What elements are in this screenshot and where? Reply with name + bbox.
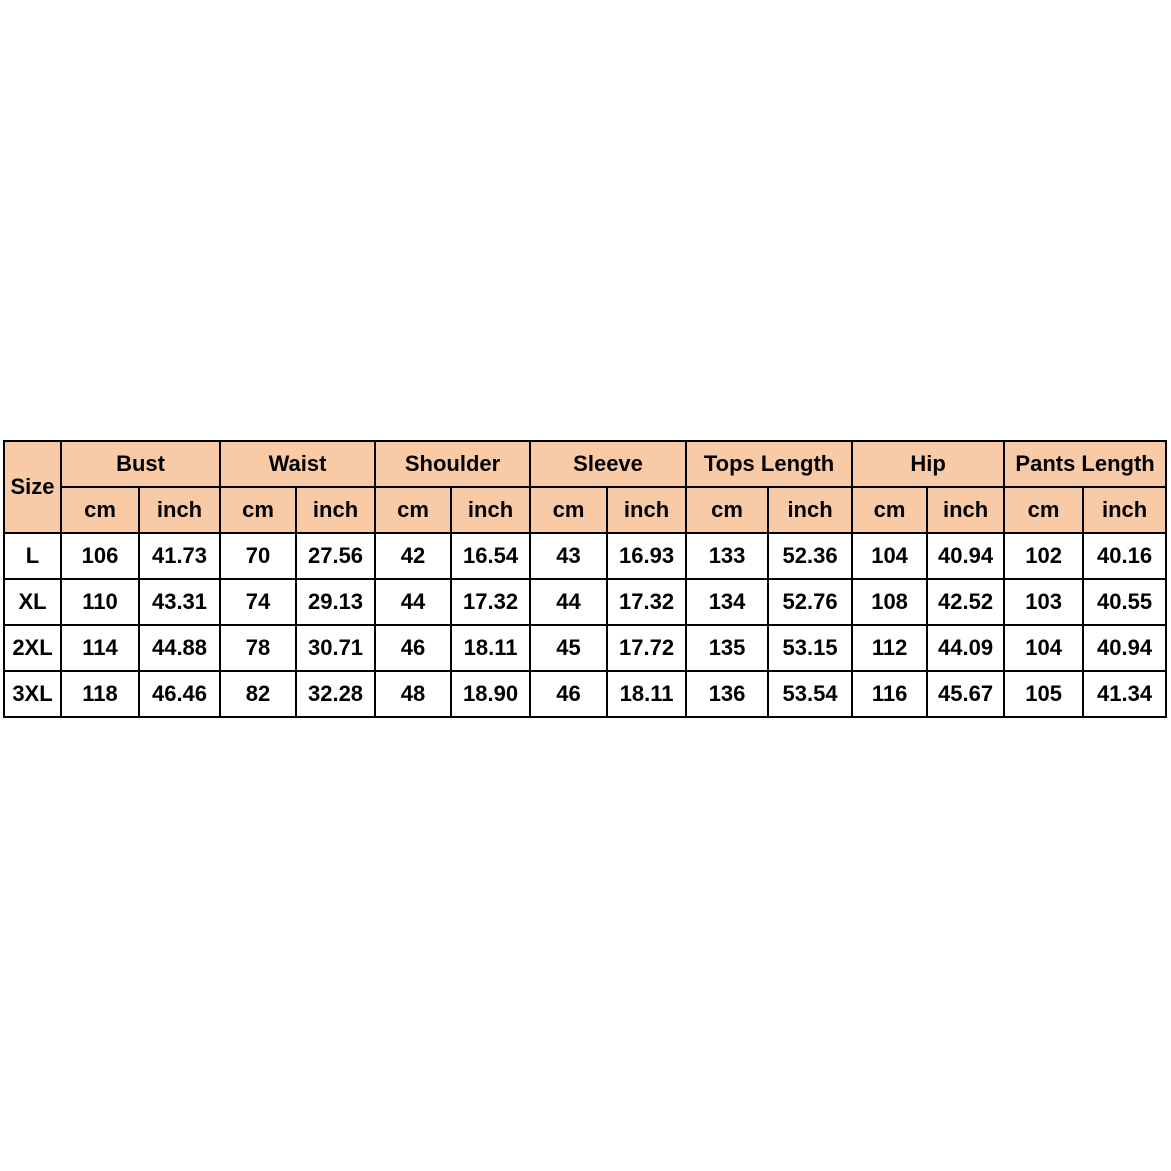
- value-cell: 53.54: [768, 671, 852, 717]
- value-cell: 118: [61, 671, 139, 717]
- value-cell: 40.94: [1083, 625, 1166, 671]
- value-cell: 44: [375, 579, 451, 625]
- value-cell: 108: [852, 579, 927, 625]
- size-cell: 3XL: [4, 671, 61, 717]
- unit-header-cm: cm: [61, 487, 139, 533]
- size-rows: [4, 533, 1166, 717]
- table-row: [4, 579, 1166, 625]
- value-cell: 42.52: [927, 579, 1004, 625]
- value-cell: 78: [220, 625, 296, 671]
- value-cell: 110: [61, 579, 139, 625]
- value-cell: 46.46: [139, 671, 220, 717]
- table-row: [4, 671, 1166, 717]
- size-cell: L: [4, 533, 61, 579]
- unit-header-cm: cm: [375, 487, 451, 533]
- measurement-header-shoulder: Shoulder: [375, 441, 530, 487]
- value-cell: 70: [220, 533, 296, 579]
- value-cell: 105: [1004, 671, 1083, 717]
- size-header: Size: [4, 441, 61, 533]
- unit-header-cm: cm: [1004, 487, 1083, 533]
- value-cell: 41.73: [139, 533, 220, 579]
- value-cell: 30.71: [296, 625, 375, 671]
- value-cell: 43: [530, 533, 607, 579]
- value-cell: 45.67: [927, 671, 1004, 717]
- size-cell: XL: [4, 579, 61, 625]
- value-cell: 53.15: [768, 625, 852, 671]
- value-cell: 46: [530, 671, 607, 717]
- unit-header-inch: inch: [1083, 487, 1166, 533]
- value-cell: 45: [530, 625, 607, 671]
- value-cell: 17.72: [607, 625, 686, 671]
- measurement-header-hip: Hip: [852, 441, 1004, 487]
- value-cell: 43.31: [139, 579, 220, 625]
- measurement-header-sleeve: Sleeve: [530, 441, 686, 487]
- value-cell: 136: [686, 671, 768, 717]
- unit-header-inch: inch: [139, 487, 220, 533]
- value-cell: 114: [61, 625, 139, 671]
- unit-header-cm: cm: [686, 487, 768, 533]
- header-unit-row: [4, 487, 1166, 533]
- unit-header-inch: inch: [451, 487, 530, 533]
- value-cell: 17.32: [451, 579, 530, 625]
- value-cell: 112: [852, 625, 927, 671]
- value-cell: 40.16: [1083, 533, 1166, 579]
- value-cell: 74: [220, 579, 296, 625]
- value-cell: 48: [375, 671, 451, 717]
- value-cell: 27.56: [296, 533, 375, 579]
- value-cell: 17.32: [607, 579, 686, 625]
- value-cell: 32.28: [296, 671, 375, 717]
- value-cell: 40.94: [927, 533, 1004, 579]
- header-group-row: [4, 441, 1166, 487]
- unit-header-inch: inch: [768, 487, 852, 533]
- measurement-header-tops-length: Tops Length: [686, 441, 852, 487]
- value-cell: 41.34: [1083, 671, 1166, 717]
- unit-header-cm: cm: [852, 487, 927, 533]
- value-cell: 52.76: [768, 579, 852, 625]
- value-cell: 135: [686, 625, 768, 671]
- value-cell: 44.88: [139, 625, 220, 671]
- value-cell: 16.54: [451, 533, 530, 579]
- measurement-header-pants-length: Pants Length: [1004, 441, 1166, 487]
- value-cell: 29.13: [296, 579, 375, 625]
- value-cell: 134: [686, 579, 768, 625]
- unit-header-inch: inch: [927, 487, 1004, 533]
- measurement-header-bust: Bust: [61, 441, 220, 487]
- value-cell: 18.11: [607, 671, 686, 717]
- unit-header-cm: cm: [530, 487, 607, 533]
- unit-header-inch: inch: [607, 487, 686, 533]
- value-cell: 44: [530, 579, 607, 625]
- value-cell: 42: [375, 533, 451, 579]
- value-cell: 46: [375, 625, 451, 671]
- unit-header-cm: cm: [220, 487, 296, 533]
- size-cell: 2XL: [4, 625, 61, 671]
- value-cell: 18.90: [451, 671, 530, 717]
- value-cell: 133: [686, 533, 768, 579]
- measurement-header-waist: Waist: [220, 441, 375, 487]
- value-cell: 16.93: [607, 533, 686, 579]
- value-cell: 104: [852, 533, 927, 579]
- unit-header-inch: inch: [296, 487, 375, 533]
- value-cell: 106: [61, 533, 139, 579]
- value-cell: 40.55: [1083, 579, 1166, 625]
- value-cell: 44.09: [927, 625, 1004, 671]
- value-cell: 104: [1004, 625, 1083, 671]
- size-chart-table: [3, 440, 1167, 718]
- value-cell: 102: [1004, 533, 1083, 579]
- value-cell: 116: [852, 671, 927, 717]
- table-row: [4, 533, 1166, 579]
- value-cell: 103: [1004, 579, 1083, 625]
- value-cell: 82: [220, 671, 296, 717]
- table-row: [4, 625, 1166, 671]
- value-cell: 52.36: [768, 533, 852, 579]
- value-cell: 18.11: [451, 625, 530, 671]
